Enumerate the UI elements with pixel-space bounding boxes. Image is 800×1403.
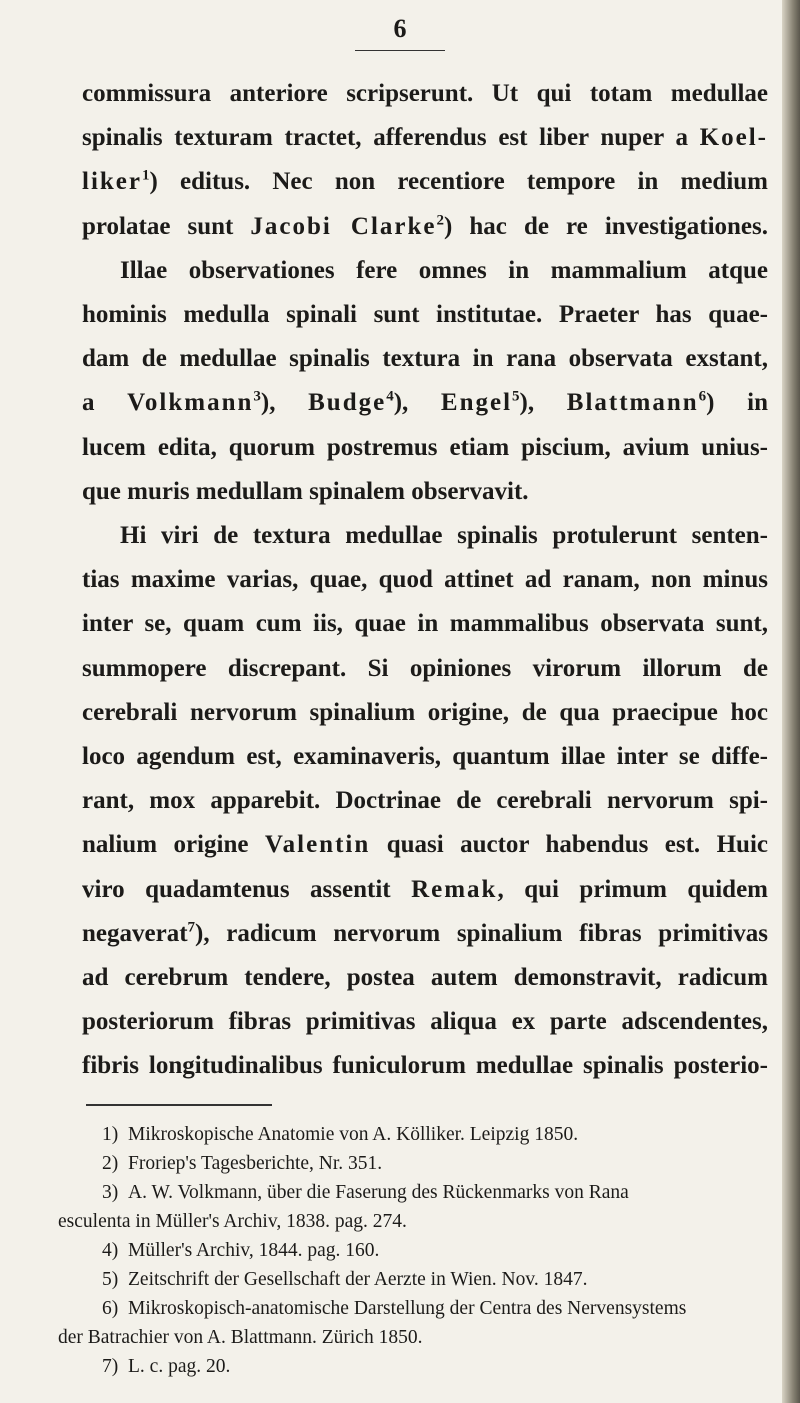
text-line (82, 956, 768, 1000)
text-run: ), radicum nervorum spinalium fibras primitivas (195, 919, 768, 947)
page-edge-shadow (782, 0, 800, 1403)
footnote (58, 1352, 764, 1381)
text-line (82, 160, 768, 204)
header-rule (355, 50, 445, 51)
text-line (82, 602, 768, 646)
footnote-text: Mikroskopisch-anatomische Darstellung der Centra des Nervensystems (128, 1298, 687, 1319)
text-line (82, 514, 768, 558)
author-name: Koel- (699, 124, 768, 152)
text-run: ad cerebrum tendere, postea autem demonstravit, radicum (82, 964, 768, 992)
text-run: que muris medullam spinalem observavit. (82, 477, 529, 505)
text-run: Hi viri de textura medullae spinalis protulerunt senten- (120, 522, 768, 550)
author-name: Volkmann (127, 389, 254, 417)
author-name: Engel (440, 389, 513, 417)
text-line (82, 1000, 768, 1044)
footnote-text: Zeitschrift der Gesellschaft der Aerzte in Wien. Nov. 1847. (128, 1269, 588, 1290)
footnote-text: Müller's Archiv, 1844. pag. 160. (128, 1240, 380, 1261)
text-run: commissura anteriore scripserunt. Ut qui totam medullae (82, 80, 768, 107)
text-run: quasi auctor habendus est. Huic (370, 831, 768, 859)
text-run: ) editus. Nec non recentiore tempore in medium (149, 168, 768, 196)
text-line (82, 868, 768, 912)
footnote-ref: 3 (253, 389, 261, 406)
text-run: negaverat (82, 919, 188, 947)
text-line (82, 205, 768, 249)
text-run: nalium origine (82, 831, 265, 859)
text-run: inter se, quam cum iis, quae in mammalibus observata sunt, (82, 610, 768, 638)
footnote-ref: 7 (187, 919, 196, 936)
text-line (82, 558, 768, 602)
footnote (58, 1149, 764, 1178)
author-name: Valentin (264, 831, 371, 859)
text-line (82, 779, 768, 823)
footnote-ref: 5 (512, 389, 520, 406)
footnotes (58, 1120, 764, 1381)
footnote-ref: 1 (142, 168, 150, 185)
author-name: Jacobi Clarke (250, 212, 437, 240)
footnote (58, 1120, 764, 1149)
text-run: viro quadamtenus assentit (82, 875, 412, 903)
text-run: rant, mox apparebit. Doctrinae de cerebrali nervorum spi- (82, 787, 768, 815)
footnote-ref: 6 (698, 389, 707, 406)
footnote (58, 1323, 764, 1352)
text-run: ), (519, 389, 567, 417)
text-run: dam de medullae spinalis textura in rana observata exstant, (82, 345, 768, 373)
footnote (58, 1265, 764, 1294)
footnote-number: 4) (102, 1240, 119, 1261)
text-line (82, 249, 768, 293)
footnote-ref: 2 (436, 212, 445, 229)
author-name: liker (82, 168, 142, 196)
footnote-number: 6) (102, 1298, 119, 1319)
text-run: ) hac de re investigationes. (444, 212, 769, 240)
text-line (82, 912, 768, 956)
text-run: spinalis texturam tractet, afferendus est liber nuper a (82, 124, 700, 152)
text-run: posteriorum fibras primitivas aliqua ex parte adscendentes, (82, 1008, 768, 1036)
footnote-number: 3) (102, 1182, 119, 1203)
footnote-text: esculenta in Müller's Archiv, 1838. pag. 274. (58, 1211, 407, 1232)
text-run: Illae observationes fere omnes in mammalium atque (120, 256, 768, 284)
text-line (82, 293, 768, 337)
footnote (58, 1236, 764, 1265)
footnote (58, 1207, 764, 1236)
footnote-text: Mikroskopische Anatomie von A. Kölliker. Leipzig 1850. (128, 1124, 579, 1145)
text-run: ), (260, 389, 309, 417)
footnote-number: 5) (102, 1269, 119, 1290)
footnote-text: Froriep's Tagesberichte, Nr. 351. (128, 1153, 383, 1174)
footnote-rule (86, 1104, 272, 1106)
text-line (82, 381, 768, 425)
footnote (58, 1294, 764, 1323)
text-line (82, 735, 768, 779)
text-run: summopere discrepant. Si opiniones virorum illorum de (82, 654, 768, 682)
footnote-number: 2) (102, 1153, 119, 1174)
text-line (82, 647, 768, 691)
text-run: loco agendum est, examinaveris, quantum illae inter se diffe- (82, 743, 768, 771)
page-number: 6 (393, 14, 407, 43)
text-line (82, 116, 768, 160)
footnote-text: der Batrachier von A. Blattmann. Zürich 1850. (58, 1327, 423, 1348)
text-run: hominis medulla spinali sunt institutae. Praeter has quae- (82, 301, 768, 329)
text-run: prolatae sunt (82, 212, 251, 240)
text-line (82, 337, 768, 381)
text-line (82, 470, 768, 514)
text-line (82, 1044, 768, 1088)
text-run: a (82, 389, 128, 417)
text-run: cerebrali nervorum spinalium origine, de qua praecipue hoc (82, 698, 768, 726)
author-name: Remak (411, 875, 498, 903)
footnote-number: 1) (102, 1124, 119, 1145)
text-line (82, 72, 768, 116)
author-name: Budge (308, 389, 387, 417)
text-run: , qui primum quidem (497, 875, 768, 903)
author-name: Blattmann (566, 389, 699, 417)
text-run: tias maxime varias, quae, quod attinet ad ranam, non minus (82, 566, 768, 594)
body-text (82, 72, 768, 1089)
footnote-text: L. c. pag. 20. (128, 1356, 231, 1377)
text-line (82, 691, 768, 735)
footnote (58, 1178, 764, 1207)
text-run: ), (393, 389, 441, 417)
text-line (82, 823, 768, 867)
footnote-text: A. W. Volkmann, über die Faserung des Rückenmarks von Rana (128, 1182, 629, 1203)
text-run: ) in (706, 389, 768, 417)
text-run: lucem edita, quorum postremus etiam piscium, avium unius- (82, 433, 768, 461)
footnote-ref: 4 (386, 389, 394, 406)
text-line (82, 426, 768, 470)
text-run: fibris longitudinalibus funiculorum medullae spinalis posterio- (82, 1052, 768, 1080)
footnote-number: 7) (102, 1356, 119, 1377)
